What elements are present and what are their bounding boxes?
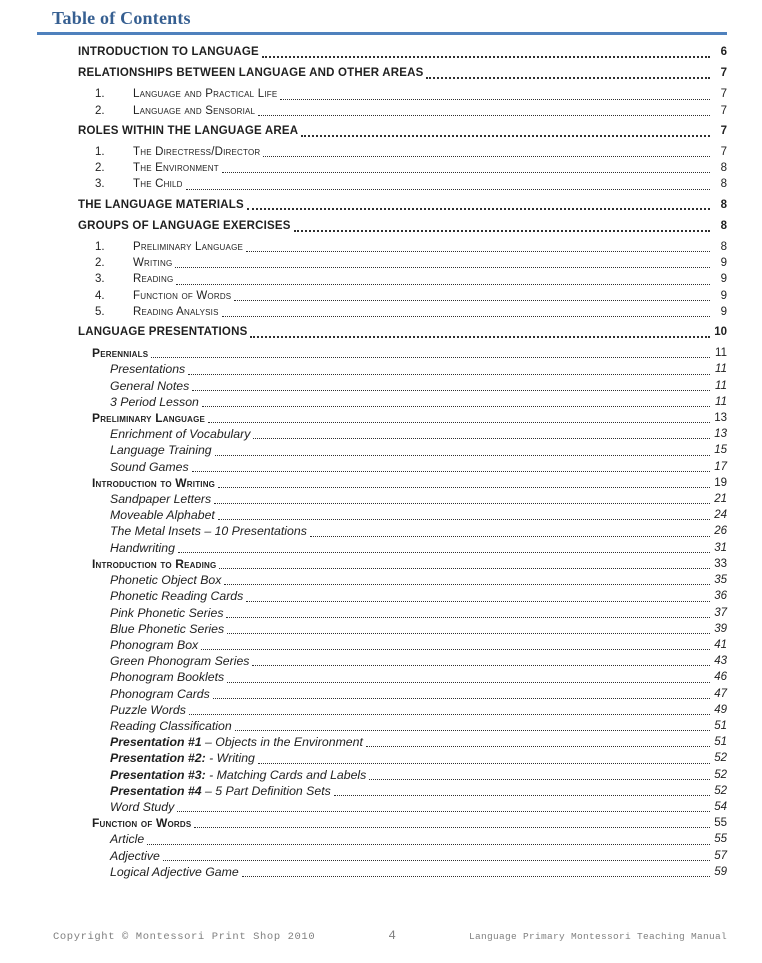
- toc-page-number: 31: [714, 541, 727, 554]
- toc-entry-label: Presentation #3: - Matching Cards and Labels: [110, 767, 367, 782]
- toc-entry: [37, 86, 727, 102]
- toc-entry-label: Function of Words: [133, 289, 232, 302]
- toc-entry-label: Word Study: [110, 799, 175, 814]
- toc-entry-label: Blue Phonetic Series: [110, 621, 225, 636]
- toc-entry-number: 2.: [95, 257, 105, 270]
- dotted-leader: [250, 336, 710, 338]
- toc-entry-label: Writing: [133, 257, 173, 270]
- toc-page-number: 7: [720, 67, 727, 80]
- toc-entry-label: Puzzle Words: [110, 702, 186, 717]
- dotted-leader: [188, 374, 710, 375]
- toc-entry: [37, 44, 727, 60]
- toc-entry: [37, 686, 727, 702]
- dotted-leader: [202, 406, 710, 407]
- toc-entry-label: Enrichment of Vocabulary: [110, 427, 251, 442]
- footer-page-number: 4: [388, 929, 396, 943]
- toc-entry-label: Presentations: [110, 362, 186, 377]
- toc-entry: [37, 410, 727, 426]
- toc-entry-number: 1.: [95, 146, 105, 159]
- dotted-leader: [263, 156, 710, 157]
- toc-page-number: 51: [714, 719, 727, 732]
- toc-page-number: 52: [714, 768, 727, 781]
- toc-page-number: 7: [720, 146, 727, 159]
- toc-entry-label: INTRODUCTION TO LANGUAGE: [78, 46, 259, 58]
- toc-entry: [37, 831, 727, 847]
- toc-entry: [37, 523, 727, 539]
- toc-page-number: 46: [714, 671, 727, 684]
- page-title: Table of Contents: [52, 8, 191, 28]
- toc-entry-label: Perennials: [92, 346, 149, 361]
- dotted-leader: [246, 601, 710, 602]
- dotted-leader: [227, 682, 710, 683]
- toc-entry: [37, 160, 727, 176]
- toc-page-number: 8: [720, 198, 727, 211]
- toc-page-number: 43: [714, 655, 727, 668]
- toc-page-number: 8: [720, 241, 727, 254]
- toc-entry-label: Logical Adjective Game: [110, 864, 239, 879]
- dotted-leader: [301, 135, 710, 137]
- toc-entry-label: ROLES WITHIN THE LANGUAGE AREA: [78, 124, 299, 137]
- toc-entry: [37, 718, 727, 734]
- toc-page-number: 9: [720, 273, 727, 286]
- toc-entry: [37, 669, 727, 685]
- toc-entry: [37, 103, 727, 119]
- toc-page-number: 21: [714, 493, 727, 506]
- toc-entry: [37, 540, 727, 556]
- toc-entry-label: The Environment: [133, 162, 219, 175]
- dotted-leader: [235, 730, 710, 731]
- toc-entry: [37, 572, 727, 588]
- toc-entry: [37, 288, 727, 304]
- toc-page-number: 55: [714, 817, 727, 830]
- toc-page-number: 9: [720, 257, 727, 270]
- toc-entry-number: 1.: [95, 88, 105, 101]
- dotted-leader: [214, 503, 710, 504]
- toc-entry: [37, 653, 727, 669]
- page-footer: [37, 929, 727, 943]
- dotted-leader: [369, 779, 710, 780]
- toc-entry-number: 3.: [95, 273, 105, 286]
- toc-page-number: 11: [715, 347, 727, 360]
- toc-entry-label: THE LANGUAGE MATERIALS: [78, 198, 244, 211]
- dotted-leader: [246, 251, 710, 252]
- toc-page-number: 7: [720, 88, 727, 101]
- toc-page-number: 9: [720, 305, 727, 318]
- toc-page-number: 24: [714, 509, 727, 522]
- dotted-leader: [226, 617, 710, 618]
- toc-entry-label: Phonogram Cards: [110, 686, 210, 701]
- toc-page-number: 13: [714, 412, 727, 425]
- toc-entry-label: Reading Classification: [110, 718, 232, 733]
- toc-entry: [37, 324, 727, 340]
- toc-page-number: 26: [714, 525, 727, 538]
- dotted-leader: [280, 99, 710, 100]
- toc-entry-label: Language Training: [110, 443, 212, 458]
- toc-entry: [37, 475, 727, 491]
- toc-page-number: 52: [714, 784, 727, 797]
- dotted-leader: [258, 115, 710, 116]
- toc-entry: [37, 459, 727, 475]
- toc-entry: [37, 176, 727, 192]
- dotted-leader: [222, 172, 710, 173]
- toc-entry-label: Phonetic Object Box: [110, 573, 222, 588]
- dotted-leader: [151, 357, 710, 358]
- dotted-leader: [234, 300, 710, 301]
- dotted-leader: [201, 649, 710, 650]
- toc-entry-label: Phonogram Booklets: [110, 670, 225, 685]
- toc-page-number: 8: [720, 178, 727, 191]
- toc-entry-label: Phonetic Reading Cards: [110, 589, 244, 604]
- toc-entry: [37, 799, 727, 815]
- dotted-leader: [224, 584, 710, 585]
- toc-entry-label: Reading Analysis: [133, 305, 219, 318]
- dotted-leader: [222, 316, 710, 317]
- toc-entry: [37, 815, 727, 831]
- toc-entry: [37, 361, 727, 377]
- toc-entry: [37, 304, 727, 320]
- dotted-leader: [176, 284, 710, 285]
- dotted-leader: [147, 844, 710, 845]
- toc-page-number: 7: [720, 104, 727, 117]
- toc-entry: [37, 442, 727, 458]
- toc-entry-label: RELATIONSHIPS BETWEEN LANGUAGE AND OTHER AREAS: [78, 67, 424, 80]
- toc-entry: [37, 783, 727, 799]
- toc-entry-label: Language and Practical Life: [133, 88, 278, 101]
- dotted-leader: [334, 795, 710, 796]
- dotted-leader: [258, 763, 710, 764]
- toc-entry: [37, 750, 727, 766]
- dotted-leader: [426, 77, 710, 79]
- toc-page-number: 10: [714, 326, 727, 339]
- dotted-leader: [262, 56, 710, 58]
- toc-entry-label: Adjective: [110, 848, 160, 863]
- toc-page-number: 52: [714, 752, 727, 765]
- dotted-leader: [178, 552, 710, 553]
- toc-entry-label: Presentation #4 – 5 Part Definition Sets: [110, 783, 331, 798]
- toc-entry: [37, 734, 727, 750]
- toc-page-number: 19: [714, 476, 727, 489]
- dotted-leader: [215, 455, 710, 456]
- dotted-leader: [294, 230, 710, 232]
- toc-entry: [37, 65, 727, 81]
- dotted-leader: [253, 438, 710, 439]
- dotted-leader: [186, 189, 710, 190]
- dotted-leader: [247, 208, 710, 210]
- dotted-leader: [219, 568, 710, 569]
- toc-page-number: 36: [714, 590, 727, 603]
- toc-entry-label: Article: [110, 832, 145, 847]
- toc-entry-number: 2.: [95, 162, 105, 175]
- toc-page-number: 59: [714, 865, 727, 878]
- toc-entry-label: Pink Phonetic Series: [110, 605, 224, 620]
- toc-entry: [37, 239, 727, 255]
- toc-entry-label: Introduction to Writing: [92, 475, 216, 490]
- toc-page-number: 11: [715, 379, 727, 392]
- dotted-leader: [213, 698, 710, 699]
- toc-entry-label: Presentation #1 – Objects in the Environment: [110, 735, 363, 750]
- toc-entry-label: GROUPS OF LANGUAGE EXERCISES: [78, 219, 291, 232]
- dotted-leader: [252, 665, 710, 666]
- toc-page-number: 35: [714, 574, 727, 587]
- toc-entry: [37, 556, 727, 572]
- toc-page-number: 8: [720, 162, 727, 175]
- toc-entry: [37, 394, 727, 410]
- toc-page-number: 13: [714, 428, 727, 441]
- toc-page-number: 7: [720, 124, 727, 137]
- toc-entry-label: Function of Words: [92, 816, 192, 831]
- toc-page-number: 41: [714, 638, 727, 651]
- toc-page-number: 49: [714, 703, 727, 716]
- toc-entry-label: General Notes: [110, 378, 190, 393]
- footer-copyright: Copyright © Montessori Print Shop 2010: [53, 931, 316, 943]
- toc-entry: [37, 218, 727, 234]
- toc-page-number: 9: [720, 289, 727, 302]
- dotted-leader: [163, 860, 710, 861]
- toc-page-number: 15: [714, 444, 727, 457]
- toc-entry-number: 3.: [95, 178, 105, 191]
- document-heading-block: [37, 8, 727, 35]
- toc-entry-label: Moveable Alphabet: [110, 508, 215, 523]
- toc-entry-label: Sound Games: [110, 459, 189, 474]
- toc-page-number: 11: [715, 395, 727, 408]
- toc-entry: [37, 271, 727, 287]
- toc-entry-label: Language and Sensorial: [133, 104, 256, 117]
- dotted-leader: [189, 714, 710, 715]
- toc-entry-label: Preliminary Language: [92, 411, 206, 426]
- toc-page-number: 8: [720, 219, 727, 232]
- toc-entry: [37, 507, 727, 523]
- toc-page-number: 11: [715, 363, 727, 376]
- toc-page-number: 57: [714, 849, 727, 862]
- toc-entry-number: 1.: [95, 241, 105, 254]
- toc-entry-label: Handwriting: [110, 540, 175, 555]
- dotted-leader: [177, 811, 710, 812]
- toc-entry: [37, 588, 727, 604]
- dotted-leader: [227, 633, 710, 634]
- toc-entry: [37, 123, 727, 139]
- dotted-leader: [310, 536, 710, 537]
- toc-entry: [37, 378, 727, 394]
- toc-entry-label: LANGUAGE PRESENTATIONS: [78, 326, 248, 339]
- dotted-leader: [218, 487, 710, 488]
- toc-entry: [37, 864, 727, 880]
- toc-page-number: 6: [720, 46, 727, 58]
- toc-entry-label: The Directress/Director: [133, 146, 261, 159]
- toc-entry: [37, 197, 727, 213]
- toc-page-number: 37: [714, 606, 727, 619]
- dotted-leader: [242, 876, 710, 877]
- dotted-leader: [366, 746, 710, 747]
- toc-entry: [37, 637, 727, 653]
- toc-entry-label: The Metal Insets – 10 Presentations: [110, 524, 307, 539]
- toc-entry-number: 4.: [95, 289, 105, 302]
- toc-entry-label: Phonogram Box: [110, 637, 199, 652]
- toc-page-number: 51: [714, 736, 727, 749]
- toc-page-number: 33: [714, 557, 727, 570]
- toc-page-number: 39: [714, 622, 727, 635]
- toc-page-number: 47: [714, 687, 727, 700]
- toc-entry: [37, 621, 727, 637]
- toc-entry-label: Sandpaper Letters: [110, 492, 212, 507]
- toc-entry: [37, 767, 727, 783]
- toc-entry-label: 3 Period Lesson: [110, 394, 199, 409]
- toc-entry-label: Presentation #2: - Writing: [110, 751, 255, 766]
- toc-entry-label: Preliminary Language: [133, 241, 244, 254]
- toc-entry-number: 2.: [95, 104, 105, 117]
- toc-entry-label: Green Phonogram Series: [110, 654, 250, 669]
- toc-entry: [37, 426, 727, 442]
- dotted-leader: [192, 390, 710, 391]
- toc-entry-label: Reading: [133, 273, 174, 286]
- toc-page-number: 17: [714, 460, 727, 473]
- toc-entry: [37, 144, 727, 160]
- table-of-contents: [37, 44, 727, 880]
- toc-entry-label: The Child: [133, 178, 183, 191]
- dotted-leader: [192, 471, 710, 472]
- toc-entry: [37, 491, 727, 507]
- toc-page-number: 54: [714, 800, 727, 813]
- dotted-leader: [218, 519, 710, 520]
- dotted-leader: [194, 827, 710, 828]
- toc-entry: [37, 605, 727, 621]
- toc-entry: [37, 702, 727, 718]
- toc-entry: [37, 255, 727, 271]
- dotted-leader: [208, 422, 710, 423]
- toc-entry: [37, 848, 727, 864]
- footer-manual-title: Language Primary Montessori Teaching Manual: [468, 931, 727, 942]
- dotted-leader: [175, 267, 710, 268]
- toc-page-number: 55: [714, 833, 727, 846]
- toc-entry-number: 5.: [95, 305, 105, 318]
- toc-entry-label: Introduction to Reading: [92, 556, 217, 571]
- toc-entry: [37, 345, 727, 361]
